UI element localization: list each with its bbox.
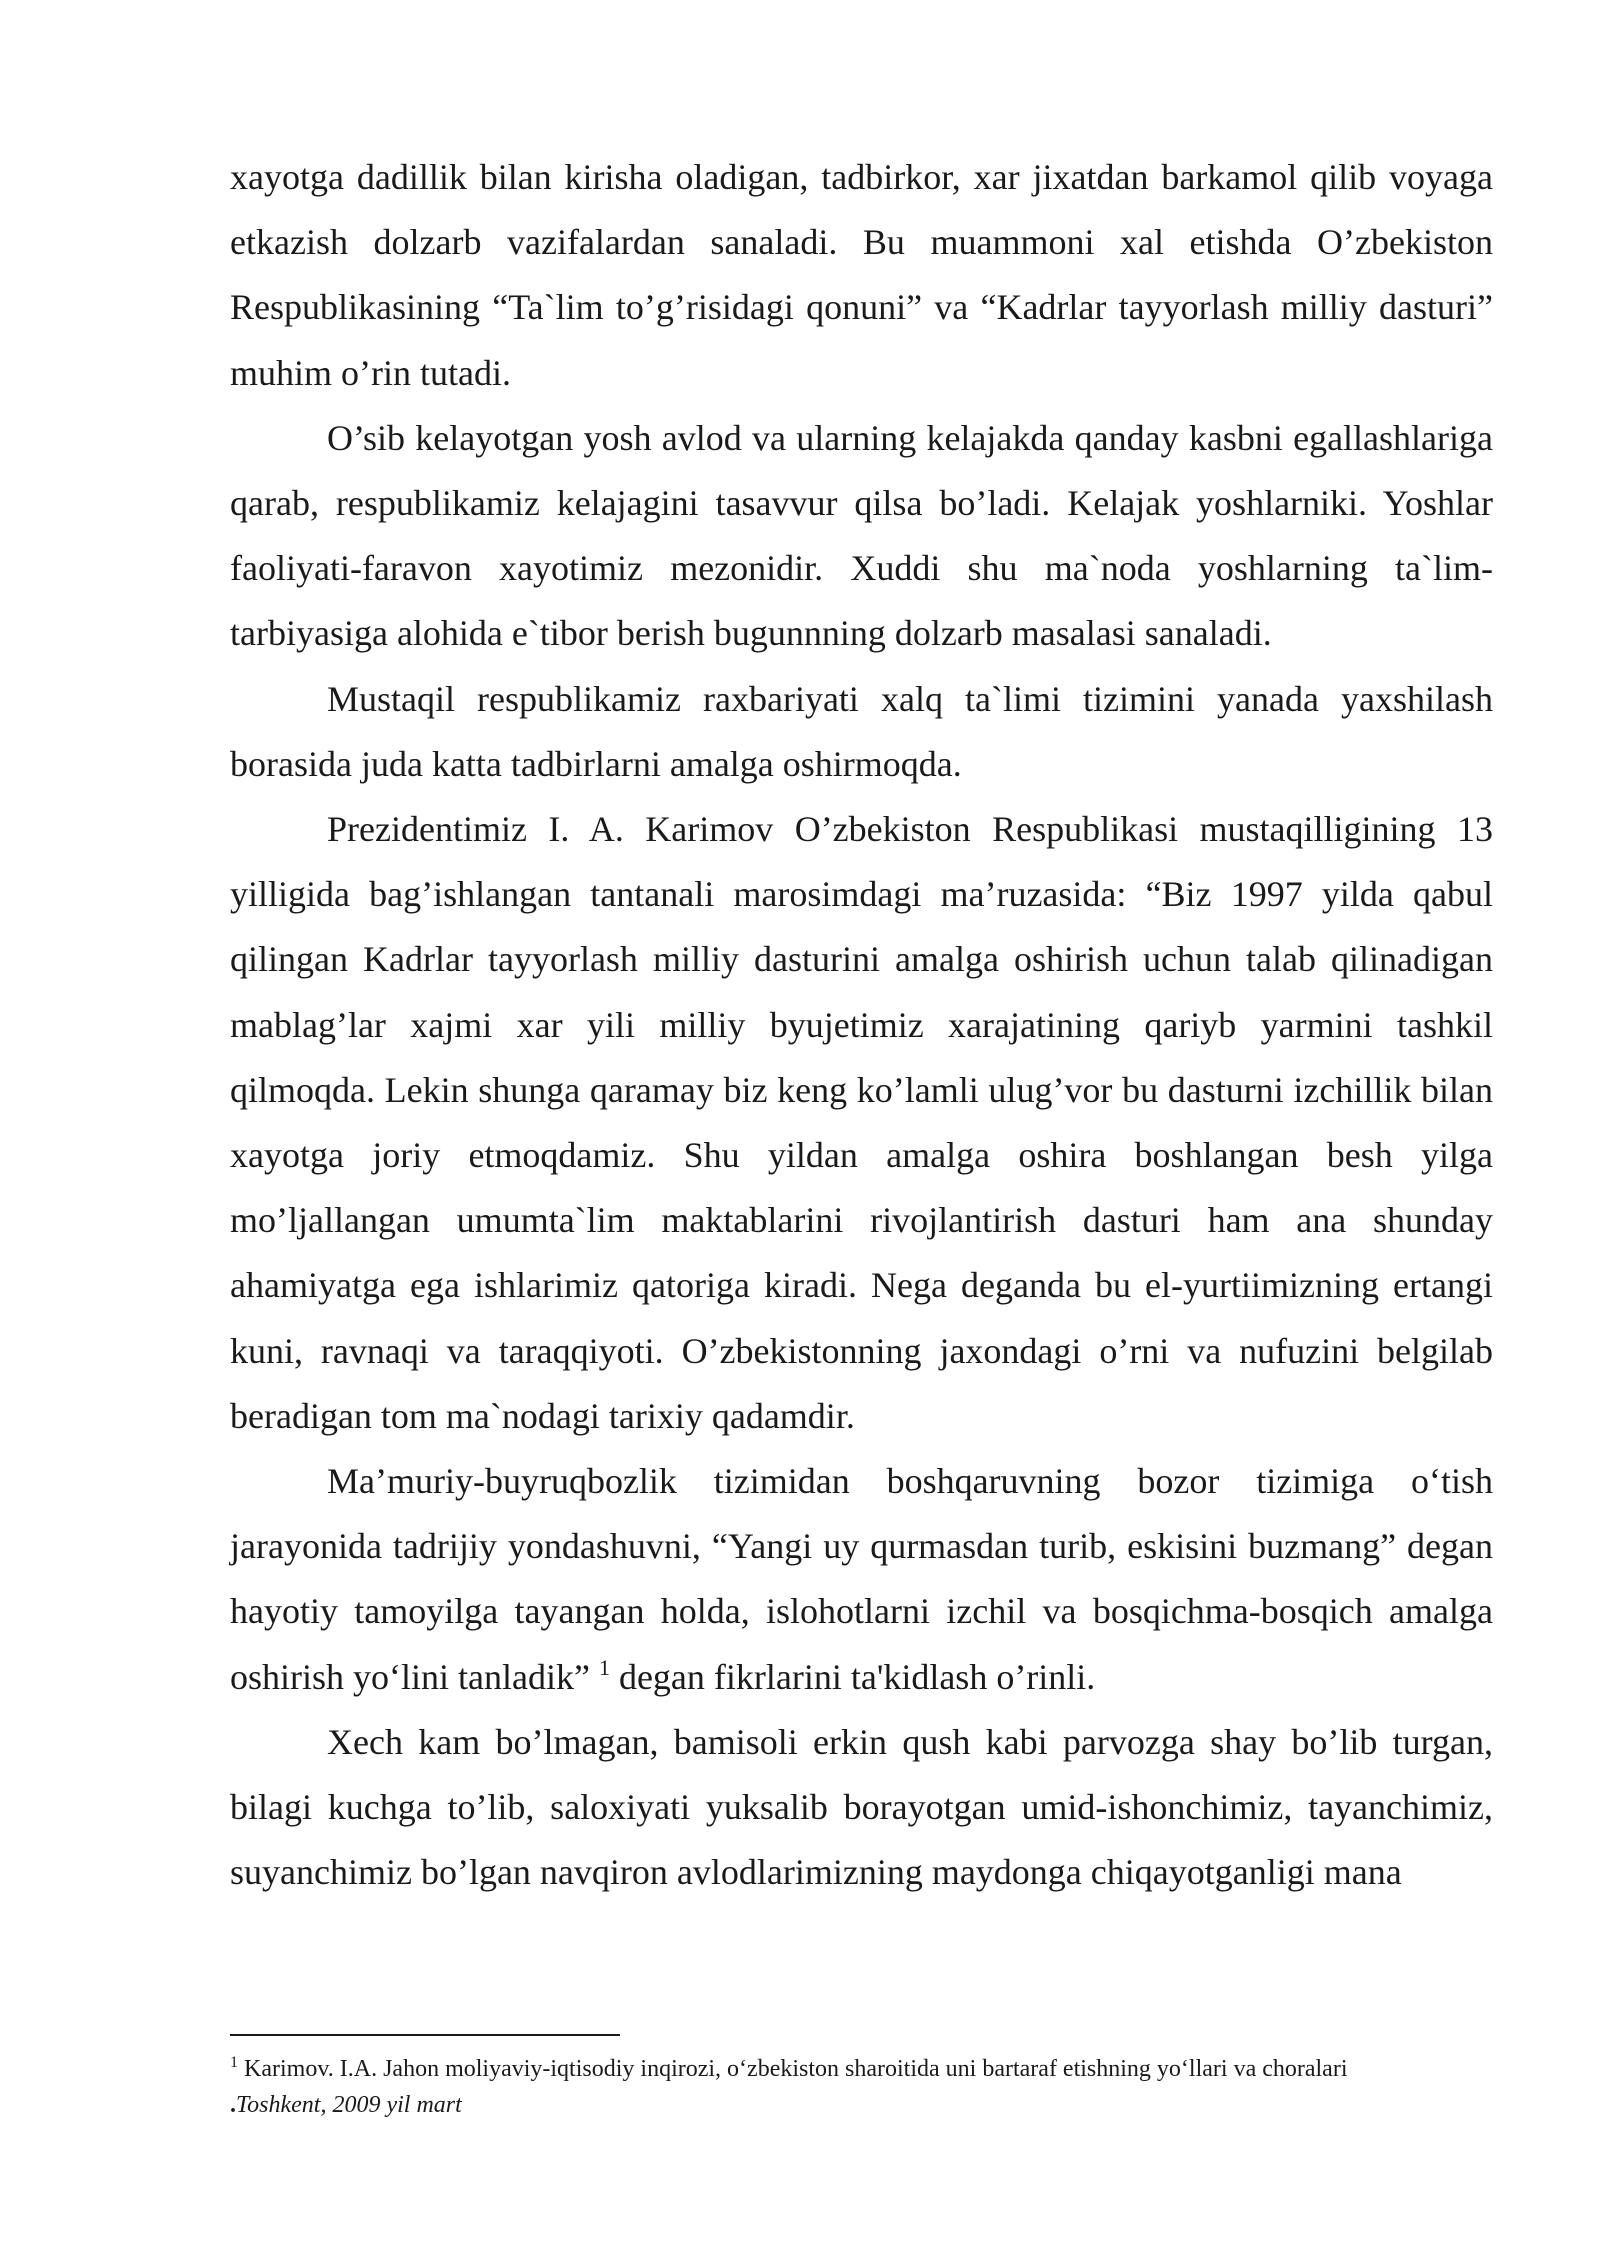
paragraph-2: O’sib kelayotgan yosh avlod va ularning kelajakda qanday kasbni egallashlariga qarab, respublikamiz kelajagini tasavvur qilsa bo’ladi. Kelajak yoshlarniki. Yoshlar faoliyati-faravon xayotimiz mezonidir. Xuddi shu ma`noda yoshlarning ta`lim-tarbiyasiga alohida e`tibor berish bugunnning dolzarb masalasi sanaladi.: [230, 417, 1493, 654]
paragraph-6: Xech kam bo’lmagan, bamisoli erkin qush kabi parvozga shay bo’lib turgan, bilagi kuchga to’lib, saloxiyati yuksalib borayotgan umid-ishonchimiz, tayanchimiz, suyanchimiz bo’lgan navqiron avlodlarimizning maydonga chiqayotganligi mana: [230, 1721, 1493, 1893]
paragraph-4: Prezidentimiz I. A. Karimov O’zbekiston Respublikasi mustaqilligining 13 yilligida bag’ishlangan tantanali marosimdagi ma’ruzasida: “Biz 1997 yilda qabul qilingan Kadrlar tayyorlash milliy dasturini amalga oshirish uchun talab qilinadigan mablag’lar xajmi xar yili milliy byujetimiz xarajatining qariyb yarmini tashkil qilmoqda. Lekin shunga qaramay biz keng ko’lamli ulug’vor bu dasturni izchillik bilan xayotga joriy etmoqdamiz. Shu yildan amalga oshira boshlangan besh yilga mo’ljallangan umumta`lim maktablarini rivojlantirish dasturi ham ana shunday ahamiyatga ega ishlarimiz qatoriga kiradi. Nega deganda bu el-yurtiimizning ertangi kuni, ravnaqi va taraqqiyoti. O’zbekistonning jaxondagi o’rni va nufuzini belgilab beradigan tom ma`nodagi tarixiy qadamdir.: [230, 809, 1493, 1436]
footnote-separator: [230, 2034, 620, 2036]
paragraph-3: Mustaqil respublikamiz raxbariyati xalq ta`limi tizimini yanada yaxshilash borasida juda katta tadbirlarni amalga oshirmoqda.: [230, 678, 1493, 784]
paragraph-5-text: Ma’muriy-buyruqbozlik tizimidan boshqaruvning bozor tizimiga o‘tish jarayonida tadrijiy yondashuvni, “Yangi uy qurmasdan turib, eskisini buzmang” degan hayotiy tamoyilga tayangan holda, islohotlarni izchil va bosqichma-bosqich amalga oshirish yo‘lini tanladik”: [230, 1461, 1493, 1697]
footnote-place: Toshkent, 2009 yil mart: [236, 2092, 462, 2118]
footnote: [230, 2051, 1495, 2123]
paragraph-1: xayotga dadillik bilan kirisha oladigan, tadbirkor, xar jixatdan barkamol qilib voyaga etkazish dolzarb vazifalardan sanaladi. Bu muammoni xal etishda O’zbekiston Respublikasining “Ta`lim to’g’risidagi qonuni” va “Kadrlar tayyorlash milliy dasturi” muhim o’rin tutadi.: [230, 157, 1493, 393]
footnote-number: 1: [230, 2054, 238, 2071]
footnote-dot: .: [230, 2092, 236, 2118]
footnote-reference[interactable]: 1: [598, 1654, 610, 1680]
paragraph-5-tail: degan fikrlarini ta'kidlash o’rinli.: [609, 1656, 1096, 1697]
paragraph-5: [230, 1449, 1493, 1710]
document-body: [230, 145, 1493, 1905]
footnote-text: Karimov. I.A. Jahon moliyaviy-iqtisodiy inqirozi, o‘zbekiston sharoitida uni bartaraf etishning yo‘llari va choralari: [238, 2056, 1348, 2082]
